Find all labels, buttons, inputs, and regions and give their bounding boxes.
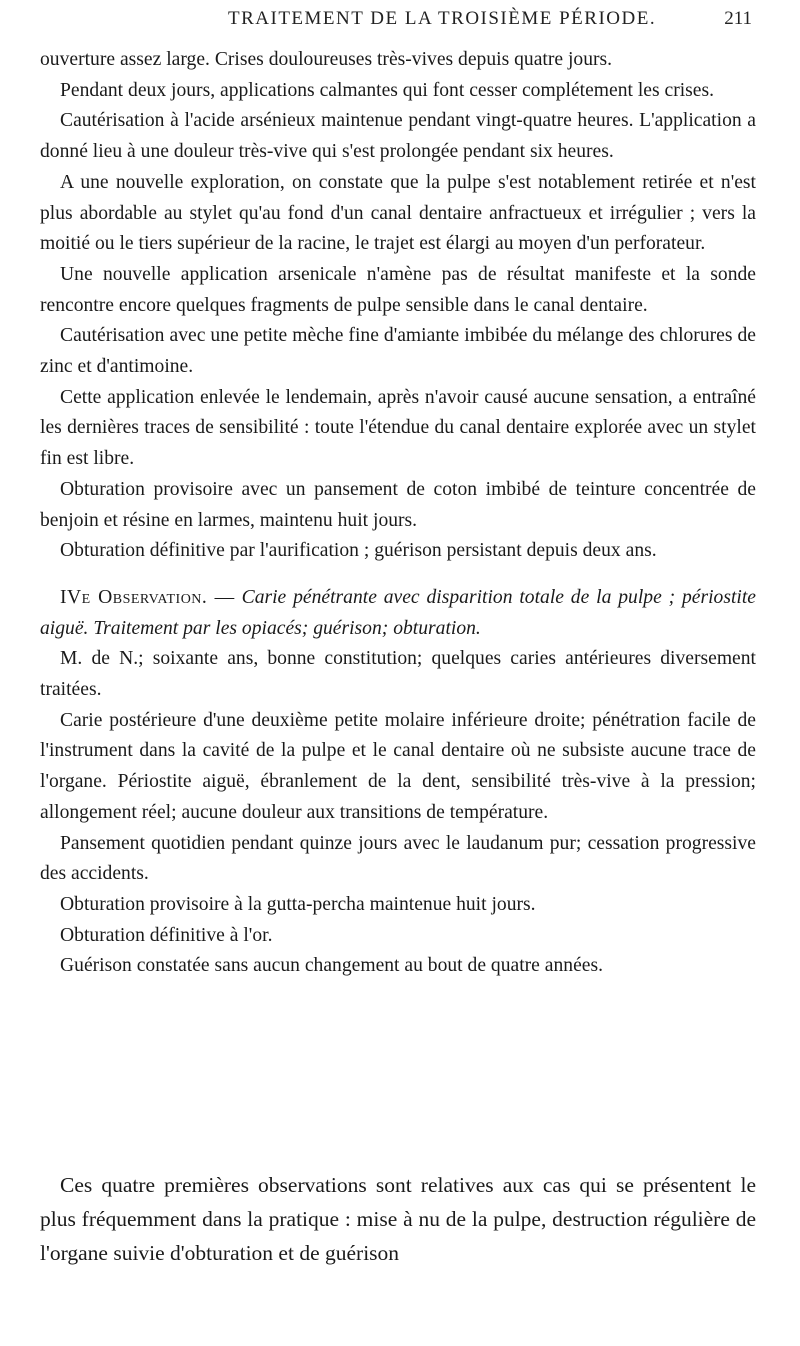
conclusion-paragraph: Ces quatre premières observations sont relatives aux cas qui se présentent le plus fréquemment dans la pratique : mise à nu de la pulpe, destruction régulière de l'organe suivie d'obturation et de guérison — [40, 1173, 756, 1265]
paragraph: Obturation provisoire avec un pansement de coton imbibé de teinture concentrée de benjoin et résine en larmes, maintenu huit jours. — [40, 478, 756, 531]
observation-title: Carie pénétrante avec disparition totale de la pulpe ; périostite aiguë. Traitement par les opiacés; guérison; obturation. — [40, 586, 757, 639]
paragraph: Obturation provisoire à la gutta-percha maintenue huit jours. — [60, 893, 536, 915]
paragraph: Une nouvelle application arsenicale n'amène pas de résultat manifeste et la sonde rencontre encore quelques fragments de pulpe sensible dans le canal dentaire. — [40, 263, 756, 316]
paragraph: ouverture assez large. Crises douloureuses très-vives depuis quatre jours. — [40, 49, 613, 70]
paragraph: Guérison constatée sans aucun changement au bout de quatre années. — [60, 955, 603, 977]
running-head-title: TRAITEMENT DE LA TROISIÈME PÉRIODE. — [228, 8, 657, 29]
paragraph: Cautérisation à l'acide arsénieux maintenue pendant vingt-quatre heures. L'application a donné lieu à une douleur très-vive qui s'est prolongée pendant six heures. — [40, 110, 756, 163]
running-head — [0, 8, 800, 38]
body-text — [40, 45, 756, 982]
paragraph: Obturation définitive à l'or. — [60, 924, 273, 946]
paragraph: Cautérisation avec une petite mèche fine d'amiante imbibée du mélange des chlorures de zinc et d'antimoine. — [40, 325, 756, 378]
paragraph: A une nouvelle exploration, on constate que la pulpe s'est notablement retirée et n'est plus abordable au stylet qu'au fond d'un canal dentaire anfractueux et irrégulier ; vers la moitié ou le tiers supérieur de la racine, le trajet est élargi au moyen d'un perforateur. — [40, 171, 756, 255]
page-number: 211 — [724, 8, 752, 29]
paragraph: Cette application enlevée le lendemain, après n'avoir causé aucune sensation, a entraîné les dernières traces de sensibilité : toute l'étendue du canal dentaire explorée avec un stylet fin est libre. — [40, 386, 756, 470]
paragraph: M. de N.; soixante ans, bonne constitution; quelques caries antérieures diversement traitées. — [40, 648, 756, 701]
paragraph: Pansement quotidien pendant quinze jours avec le laudanum pur; cessation progressive des accidents. — [40, 832, 756, 885]
paragraph: Obturation définitive par l'aurification ; guérison persistant depuis deux ans. — [60, 540, 657, 562]
observation-heading — [40, 583, 756, 644]
conclusion-text — [40, 1168, 756, 1270]
paragraph: Carie postérieure d'une deuxième petite molaire inférieure droite; pénétration facile de l'instrument dans la cavité de la pulpe et le canal dentaire où ne subsiste aucune trace de l'organe. Périostite aiguë, ébranlement de la dent, sensibilité très-vive à la pression; allongement réel; aucune douleur aux transitions de température. — [40, 709, 756, 823]
paragraph: Pendant deux jours, applications calmantes qui font cesser complétement les crises. — [60, 79, 715, 101]
observation-label: IVe Observation. — — [60, 586, 235, 608]
